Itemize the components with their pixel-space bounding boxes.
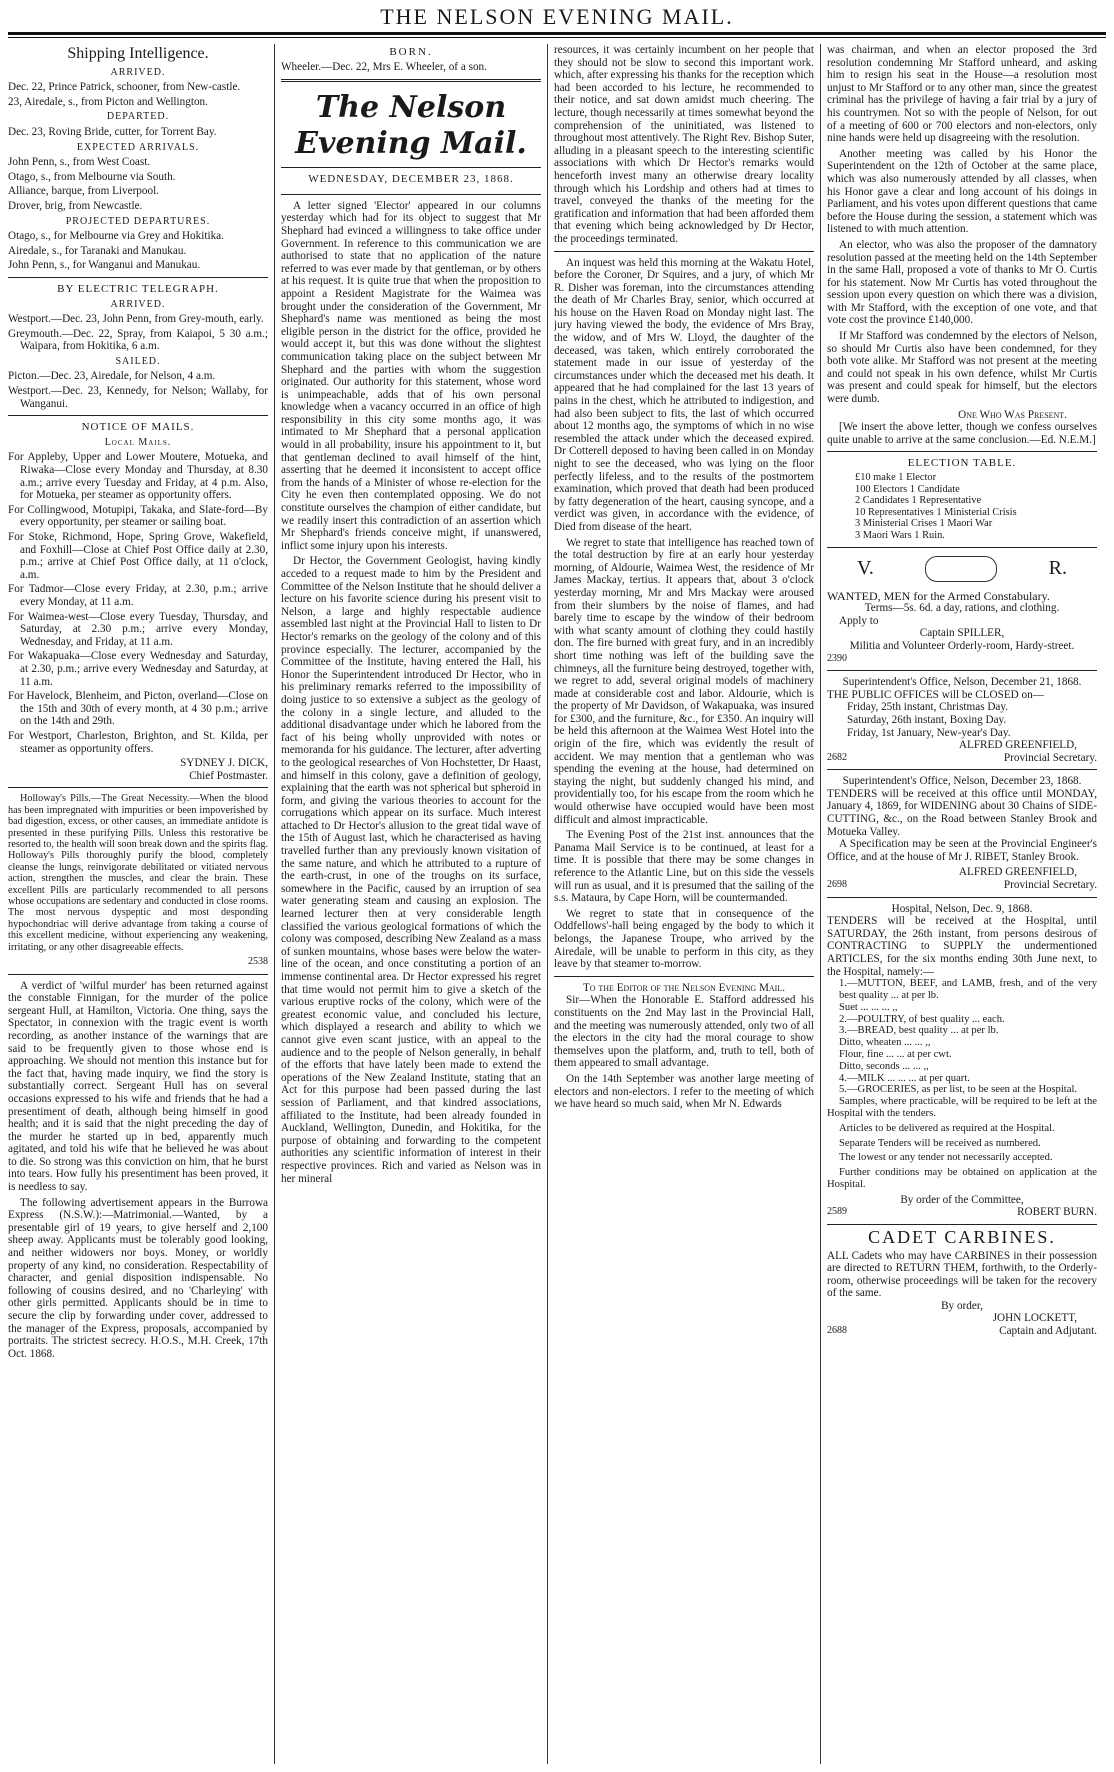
list-item: 1.—MUTTON, BEEF, and LAMB, fresh, and of the very best quality ... at per lb. (839, 978, 1097, 1001)
table-row: 3 Maori Wars 1 Ruin. (855, 529, 945, 541)
advert-number: 2698 (827, 879, 847, 891)
column-4 (827, 44, 1097, 1766)
holiday-day: Friday, 25th instant, Christmas Day. (847, 701, 1009, 714)
list-item: For Appleby, Upper and Lower Moutere, Motueka, and Riwaka—Close every Monday and Thursday, at 8.30 a.m.; arrive every Tuesday and Friday, at 4 p.m. Also, for Motueka, per steamer as opportunity offers. (8, 451, 268, 502)
tender-notice: TENDERS will be received at this office until MONDAY, January 4, 1869, for WIDENING about 30 Chains of SIDE-CUTTING, &c., on the Road between Stanley Brook and Motueka Valley. (827, 787, 1097, 838)
letter-paragraph: Another meeting was called by his Honor the Superintendent on the 12th of October at the same place, which was also numerously attended by all classes, when his Honor gave a clear and long account of his doings in Parliament, and his votes upon different questions that came before the House during the session, a statement which was listened to with much attention. (827, 147, 1097, 236)
list-item: 4.—MILK ... ... ... at per quart. (839, 1072, 970, 1084)
list-item: Otago, s., from Melbourne via South. (8, 170, 176, 183)
born-notice: Wheeler.—Dec. 22, Mrs E. Wheeler, of a son. (281, 60, 487, 73)
divider (8, 787, 268, 788)
royal-crest-icon (925, 556, 997, 582)
list-item: Drover, brig, from Newcastle. (8, 199, 143, 212)
holiday-day: Friday, 1st January, New-year's Day. (847, 726, 1011, 739)
cadet-heading: CADET CARBINES. (868, 1226, 1056, 1247)
wanted-office: Militia and Volunteer Orderly-room, Hardy-street. (849, 639, 1075, 652)
arrived-heading: ARRIVED. (110, 66, 166, 78)
masthead: THE NELSON EVENING MAIL. (380, 4, 734, 29)
hospital-note: Separate Tenders will be received as numbered. (839, 1137, 1041, 1149)
column-separator (820, 44, 821, 1764)
article-paragraph: Dr Hector, the Government Geologist, having kindly acceded to a request made to him by the President and Committee of the Nelson Institute that he should deliver a lecture on his favorite science during his present visit to Nelson, a large and highly respectable audience assembled last night at the Provincial Hall to listen to Dr Hector's remarks on the geology of the colony and of this province especially. The lecturer, accompanied by the Committee of the Institute, having entered the Hall, his Honor the Superintendent introduced Dr Hector, who in his preliminary remarks referred to the impossibility of doing justice to so extensive a subject as the geology of the colony in a single lecture, and alluded to the additional disadvantage under which he labored from the fact of his being wholly unprovided with notes or memoranda for his guidance. The lecturer, after adverting to the geological researches of Von Hochstetter, Dr Haast, and himself in this colony, gave a definition of geology, explaining that the earth was not spherical but spheroid in form, and giving the various theories to account for the corrugations which appear on its surface. Much interest attached to Dr Hector's allusion to the great tidal wave of the 15th of August last, which he characterised as having travelled further than any previously known visitation of the same nature, and which he attributed to a rupture of the earth-crust, in one of the troughs on its surface, somewhere in the Pacific, caused by an irruption of sea water generating steam and causing an explosion. The learned lecturer then at very considerable length classified the various geological formations of which the colony was composed, describing New Zealand as a mass of sunken mountains, whose bases were below the water-line of the ocean, and once constituting a portion of an immense continental area. Dr Hector expressed his regret that time would not permit him to give a sketch of the various eruptive rocks of the colony, which were of the greatest economic value, and concluded his lecture, which displayed a research and ability to which we cannot give even scant justice, with an appeal to the audience and to the people of Nelson generally, in behalf of the efforts that have lately been made to extend the operations of the New Zealand Institute, stating that an Act for this purpose had been passed during the last session of Parliament, and that kindred associations, affiliated to the Institute, had been already founded in Auckland, Wellington, Dunedin, and Hokitika, for the purpose of obtaining and forwarding to the competent authorities any scientific information of interest in their respective provinces. Rich and varied as Nelson was in her mineral (281, 555, 541, 1185)
editor-note: [We insert the above letter, though we confess ourselves quite unable to arrive at the same conclusion.—Ed. N.E.M.] (827, 421, 1097, 446)
article-paragraph: An inquest was held this morning at the Wakatu Hotel, before the Coroner, Dr Squires, and a jury, of which Mr R. Disher was foreman, into the circumstances attending the death of Mr Charles Bray, senior, which occurred at his house on the Haven Road on Monday night last. The jury having viewed the body, the evidence of Mrs Bray, the widow, and of Mrs W. Lloyd, the daughter of the deceased, was taken, which entirely corroborated the statement made in our issue of yesterday of the circumstances under which the deceased met his death. It appeared that he had complained for the last 13 years of pains in the chest, which he attributed to indigestion, and had also been subject to fits, the last of which occurred about 12 months ago, the symptoms of which in no wise resembled the attack under which the deceased expired. Dr Cotterell deposed to having been called in on Monday night to see the deceased, who was lying on the floor perfectly lifeless, and to the results of the postmortem examination, which proved that death had been produced by fatty degeneration of the heart, causing syncope, and a verdict was given, in accordance with the evidence, of Died from disease of the heart. (554, 256, 814, 533)
vr-left: V. (857, 557, 874, 580)
letter-paragraph: Sir—When the Honorable E. Stafford addressed his constituents on the 2nd May last in the Provincial Hall, and the meeting was numerously attended, only two of all the electors in the city had the moral courage to show themselves upon the platform, and, truth to tell, both of them appeared to small advantage. (554, 994, 814, 1070)
article-paragraph: We regret to state that intelligence has reached town of the total destruction by fire at an early hour yesterday morning, of Aldourie, Waimea West, the residence of Mr James Mackay, tertius. It appears that, about 3 o'clock yesterday morning, Mr and Mrs Mackay were aroused from their slumbers by the noise of flames, and had barely time to escape by the window of their bedroom with what scanty amount of clothing they could hastily don. The fire burned with great fury, and in an incredibly short time nothing was left of the building save the chimneys, all the furniture being destroyed, together with, we regret to add, several original models of machinery made at considerable cost and labor. Aldourie, which is the property of Mr Davidson, of Wakapuaka, was insured for £300, and the furniture, &c., for £350. An inquiry will be held this afternoon at the Waimea West Hotel into the origin of the fire, which was evidently the result of accident. We may mention that a gentleman who was spending the evening at the house, had determined on staying the night, but suddenly changed his mind, and providentially too, for his escape from the room which he would otherwise have occupied would have been most difficult and almost impracticable. (554, 536, 814, 826)
table-row: £10 make 1 Elector (855, 472, 937, 483)
divider (827, 1224, 1097, 1225)
list-item: For Westport, Charleston, Brighton, and St. Kilda, per steamer as opportunity offers. (8, 729, 268, 755)
letter-paragraph: If Mr Stafford was condemned by the electors of Nelson, so should Mr Curtis also have been condemned, for they both vote alike. Mr Stafford was not present at the meeting and could not speak in his own defence, whilst Mr Curtis was present and could speak for himself, but the electors were dumb. (827, 330, 1097, 406)
hospital-note: Samples, where practicable, will be required to be left at the Hospital with the tenders. (827, 1096, 1097, 1119)
signatory-name: ALFRED GREENFIELD, (958, 739, 1077, 752)
column-3 (554, 44, 814, 1766)
cadet-notice: ALL Cadets who may have CARBINES in their possession are directed to RETURN THEM, forthwith, to the Orderly-room, otherwise proceedings will be taken for the recovery of the same. (827, 1249, 1097, 1300)
letter-signature: One Who Was Present. (958, 408, 1067, 421)
telegraph-heading: BY ELECTRIC TELEGRAPH. (57, 282, 219, 295)
advert-number: 2682 (827, 751, 847, 763)
column-1 (8, 44, 268, 1766)
expected-heading: EXPECTED ARRIVALS. (76, 141, 200, 153)
departed-heading: DEPARTED. (106, 111, 170, 123)
article-paragraph: We regret to state that in consequence of the Oddfellows'-hall being engaged by the body to which it belongs, the Japanese Troupe, who arrived by the Airedale, will be unable to perform in this city, as they leave by that steamer to-morrow. (554, 907, 814, 971)
shipping-title: Shipping Intelligence. (67, 45, 209, 62)
list-item: 23, Airedale, s., from Picton and Wellington. (8, 95, 208, 108)
article-paragraph: resources, it was certainly incumbent on her people that they should not be slow to second this important work. which, after expressing his thanks for the reception which had been accorded to his lecture, he recommended to their notice, and sat down amidst much cheering. The lecture, though necessarily at times somewhat beyond the comprehension of the uninitiated, was listened to throughout most attentively. The Right Rev. Bishop Suter, alluding in a pleasant speech to the interesting scientific associations with which Dr Hector's remarks would henceforth invest many an otherwise dreary locality through which his Lordship and others had at times to travel, conveyed the thanks of the meeting for the gratification and information that had been afforded them that evening which being acknowledged by Dr Hector, the proceedings terminated. (554, 44, 814, 245)
advert-number: 2538 (248, 955, 268, 967)
divider (8, 415, 268, 416)
column-separator (274, 44, 275, 1764)
list-item: For Havelock, Blenheim, and Picton, overland—Close on the 15th and 30th of every month, at 4 30 p.m.; arrive on the 14th and 29th. (8, 690, 268, 728)
letter-paragraph: was chairman, and when an elector proposed the 3rd resolution condemning Mr Stafford unheard, and asking him to resign his seat in the House—a resolution most unjust to Mr Stafford or to any other man, since the greatest criminal has the privilege of having a fair trial by a jury of his countrymen. Not so with the people of Nelson, for out of a meeting of 600 or 700 electors and non-electors, only nine hands were held up disagreeing with the resolution. (827, 44, 1097, 145)
list-item: Alliance, barque, from Liverpool. (8, 185, 159, 198)
list-item: Greymouth.—Dec. 22, Spray, from Kaiapoi, 5 30 a.m.; Waipara, from Hokitika, 6 a.m. (8, 327, 268, 353)
article-paragraph: A verdict of 'wilful murder' has been returned against the constable Finnigan, for the murder of the police sergeant Hull, at Hamilton, Victoria. One thing, says the Spectator, in connexion with the tragic event is worth recording, as another instance of the warnings that are said to be frequently given to those whose end is approaching. We should not mention this instance but for the fact that, having made inquiry, we find the story is substantially correct. Sergeant Hull has on several occasions expressed to his wife and friends that he had a presentiment of death, although being himself in good health; and it is said that the night preceding the day of the murder he started up in bed, apparently much agitated, and told his wife that he believed he was about to die. So strong was this conviction on him, that he burst into tears. How fully his presentiment has been proved, it is needless to say. (8, 979, 268, 1194)
list-item: Airedale, s., for Taranaki and Manukau. (8, 244, 187, 257)
list-item: Suet ... ... ... ,, (839, 1001, 898, 1013)
hospital-notice: TENDERS will be received at the Hospital, until SATURDAY, the 26th instant, from persons desirous of CONTRACTING to SUPPLY the undermentioned ARTICLES, for the six months ending 30th June next, to the Hospital, namely:— (827, 915, 1097, 978)
hospital-order: By order of the Committee, (900, 1193, 1024, 1206)
list-item: For Waimea-west—Close every Tuesday, Thursday, and Saturday, at 2.30 p.m.; arrive every Monday, Wednesday, and Friday, at 11 a.m. (8, 610, 268, 648)
divider (281, 194, 541, 195)
hospital-note: The lowest or any tender not necessarily accepted. (839, 1152, 1053, 1164)
advert-number: 2589 (827, 1206, 847, 1218)
holiday-day: Saturday, 26th instant, Boxing Day. (847, 713, 1007, 726)
list-item: For Collingwood, Motupipi, Takaka, and Slate-ford—By every opportunity, per steamer or sailing boat. (8, 503, 268, 529)
list-item: Picton.—Dec. 23, Airedale, for Nelson, 4 a.m. (8, 370, 216, 383)
wanted-terms: Terms—5s. 6d. a day, rations, and clothing. (864, 602, 1060, 615)
letter-heading: To the Editor of the Nelson Evening Mail. (582, 981, 786, 994)
divider (827, 897, 1097, 898)
wanted-advert: WANTED, MEN for the Armed Constabulary. (827, 588, 1050, 603)
paper-title: The Nelson Evening Mail. (295, 90, 527, 162)
divider (827, 769, 1097, 770)
hospital-note: Articles to be delivered as required at the Hospital. (839, 1122, 1055, 1134)
list-item: Flour, fine ... ... at per cwt. (839, 1048, 952, 1060)
vr-right: R. (1048, 557, 1067, 580)
born-heading: BORN. (389, 46, 433, 58)
article-paragraph: The Evening Post of the 21st inst. announces that the Panama Mail Service is to be continued, at least for a time. It is possible that there may be some changes in reference to the Atlantic Line, but on this side the vessels will run as usual, and it is presumed that the sailing of the s.s. Mataura, by Cape Horn, will be countermanded. (554, 829, 814, 905)
advert-number: 2688 (827, 1325, 847, 1337)
divider (554, 976, 814, 977)
list-item: Ditto, seconds ... ... ,, (839, 1060, 929, 1072)
table-row: 2 Candidates 1 Representative (855, 495, 982, 507)
letter-paragraph: An elector, who was also the proposer of the damnatory resolution passed at the meeting held on the 14th September in the same Hall, proposed a vote of thanks to Mr O. Curtis for his statement. Now Mr Curtis has voted throughout the session upon every question on which there was a division, with Mr Stafford, with the exception of one vote, and that vote cost the province £140,000. (827, 238, 1097, 327)
advert-number: 2390 (827, 652, 847, 664)
wanted-name: Captain SPILLER, (919, 627, 1005, 640)
divider (281, 167, 541, 168)
list-item: For Stoke, Richmond, Hope, Spring Grove, Wakefield, and Foxhill—Close at Chief Post Office daily at 2.30, p.m.; arrive at Chief Post Office daily, at 11 o'clock, a.m. (8, 531, 268, 581)
mails-heading: NOTICE OF MAILS. (81, 421, 195, 434)
office-heading: Superintendent's Office, Nelson, December 21, 1868. (842, 676, 1082, 689)
article-paragraph: The following advertisement appears in the Burrowa Express (N.S.W.):—Matrimonial.—Wanted, by a presentable girl of 19 years, to give herself and 2,100 sheep away. Applicants must be tolerably good looking, and neither widowers nor boys. Money, or worldly property of any kind, no consideration. Respectability of character, and genial disposition indispensable. No following of cousins desired, and no 'Charleying' with other girls permitted. Applicants should be in time to secure the clip by forwarding under cover, addressed to the manager of the Express, proposals, accompanied by portraits. The strictest secrecy. H.O.S., M.H. Creek, 17th Oct. 1868. (8, 1196, 268, 1360)
divider (554, 251, 814, 252)
list-item: Dec. 22, Prince Patrick, schooner, from New-castle. (8, 81, 241, 94)
tender-notice: A Specification may be seen at the Provincial Engineer's Office, and at the house of Mr J. RIBET, Stanley Brook. (827, 838, 1097, 863)
list-item: John Penn, s., for Wanganui and Manukau. (8, 259, 201, 272)
hospital-heading: Hospital, Nelson, Dec. 9, 1868. (891, 902, 1033, 915)
wanted-apply: Apply to (839, 614, 879, 627)
list-item: 2.—POULTRY, of best quality ... each. (839, 1013, 1005, 1025)
divider (8, 277, 268, 278)
column-separator (547, 44, 548, 1764)
office-notice: THE PUBLIC OFFICES will be CLOSED on— (827, 688, 1044, 701)
office-heading: Superintendent's Office, Nelson, December 23, 1868. (842, 775, 1082, 788)
divider (827, 451, 1097, 452)
signatory-name: ROBERT BURN. (1017, 1206, 1097, 1219)
list-item: For Wakapuaka—Close every Wednesday and Saturday, at 2.30, p.m.; arrive every Wednesday and Saturday, at 11 a.m. (8, 650, 268, 688)
table-row: 10 Representatives 1 Ministerial Crisis (855, 506, 1017, 518)
list-item: Otago, s., for Melbourne via Grey and Hokitika. (8, 230, 224, 243)
signatory-title: Provincial Secretary. (1003, 751, 1097, 764)
projected-heading: PROJECTED DEPARTURES. (65, 215, 211, 227)
holloway-advert: Holloway's Pills.—The Great Necessity.—When the blood has been impregnated with impurities or been impoverished by bad digestion, excess, or other causes, an immediate antidote is presented in these purifying Pills. Unless this restorative be resorted to, the health will soon break down and the spirits flag. Holloway's Pills thoroughly purify the blood, completely cleanse the lungs, reinvigorate debilitated or vitiated nervous action, strengthen the muscles, and clear the brain. These excellent Pills are particularly recommended to all persons whose occupations are sedentary and conducted in close rooms. The most nervous dyspeptic and most desponding hypochondriac will derive advantage from taking a course of this excellent medicine, without experiencing any weakening, irritating, or any other disagreeable effects. (8, 793, 268, 953)
postmaster-title: Chief Postmaster. (189, 769, 268, 782)
tel-arrived-heading: ARRIVED. (110, 298, 166, 310)
list-item: John Penn, s., from West Coast. (8, 156, 151, 169)
list-item: For Tadmor—Close every Friday, at 2.30, p.m.; arrive every Monday, at 11 a.m. (8, 583, 268, 608)
mails-subheading: Local Mails. (104, 436, 172, 448)
divider (827, 670, 1097, 671)
divider (827, 547, 1097, 548)
cadet-order: By order, (941, 1299, 983, 1312)
divider (8, 974, 268, 975)
tel-sailed-heading: SAILED. (115, 355, 161, 367)
signatory-name: ALFRED GREENFIELD, (958, 866, 1077, 879)
royal-crest-row (827, 556, 1097, 582)
column-2 (281, 44, 541, 1766)
list-item: Westport.—Dec. 23, John Penn, from Grey-mouth, early. (8, 313, 264, 326)
signatory-title: Captain and Adjutant. (999, 1325, 1097, 1338)
divider (281, 79, 541, 82)
article-paragraph: A letter signed 'Elector' appeared in our columns yesterday which had for its object to suggest that Mr Shephard had evinced a willingness to take office under Government. In reference to this communication we are authorised to state that no application of the nature referred to was ever made by that gentleman, or by others at his request. It is quite true that when the proposition to appoint a Resident Magistrate for the Waimea was brought under the consideration of the Government, Mr Shephard's name was mentioned as being the most eligible person in the district for the office, provided he would accept it, but this was done without the slightest communication taking place on the subject between Mr Shephard and the parties with whom the suggestion originated. Our authority for this statement, whose word is unimpeachable, adds that of his own personal knowledge when a vacancy occurred in an office of high responsibility in this city some months ago, it was intimated to Mr Shephard that a personal application would in all probability, insure his appointment to it, but that gentleman declined to avail himself of the hint, asserting that he deemed it inconsistent to accept office from the hands of a Minister of whose re-election for the City he even then contemplated opposing. We do not constitute ourselves the champion of either candidate, but we readily insert this contradiction of an assertion which Mr Shephard's friends conceive might, if unanswered, inflict some injury upon his interests. (281, 199, 541, 552)
postmaster-name: SYDNEY J. DICK, (180, 757, 268, 770)
election-heading: ELECTION TABLE. (907, 457, 1017, 470)
masthead-rule (8, 32, 1106, 35)
signatory-title: Provincial Secretary. (1003, 879, 1097, 892)
list-item: 3.—BREAD, best quality ... at per lb. (839, 1025, 999, 1037)
signatory-name: JOHN LOCKETT, (992, 1312, 1077, 1325)
list-item: Westport.—Dec. 23, Kennedy, for Nelson; Wallaby, for Wanganui. (8, 385, 268, 410)
letter-paragraph: On the 14th September was another large meeting of electors and non-electors. I refer to the meeting of which we have heard so much said, when Mr N. Edwards (554, 1072, 814, 1111)
hospital-note: Further conditions may be obtained on application at the Hospital. (827, 1167, 1097, 1190)
issue-date: WEDNESDAY, DECEMBER 23, 1868. (308, 173, 514, 186)
list-item: Dec. 23, Roving Bride, cutter, for Torrent Bay. (8, 125, 217, 138)
masthead-rule-thin (8, 37, 1106, 38)
list-item: Ditto, wheaten ... ... ,, (839, 1037, 931, 1049)
list-item: 5.—GROCERIES, as per list, to be seen at the Hospital. (839, 1084, 1078, 1096)
table-row: 100 Electors 1 Candidate (855, 483, 960, 495)
table-row: 3 Ministerial Crises 1 Maori War (855, 518, 993, 530)
